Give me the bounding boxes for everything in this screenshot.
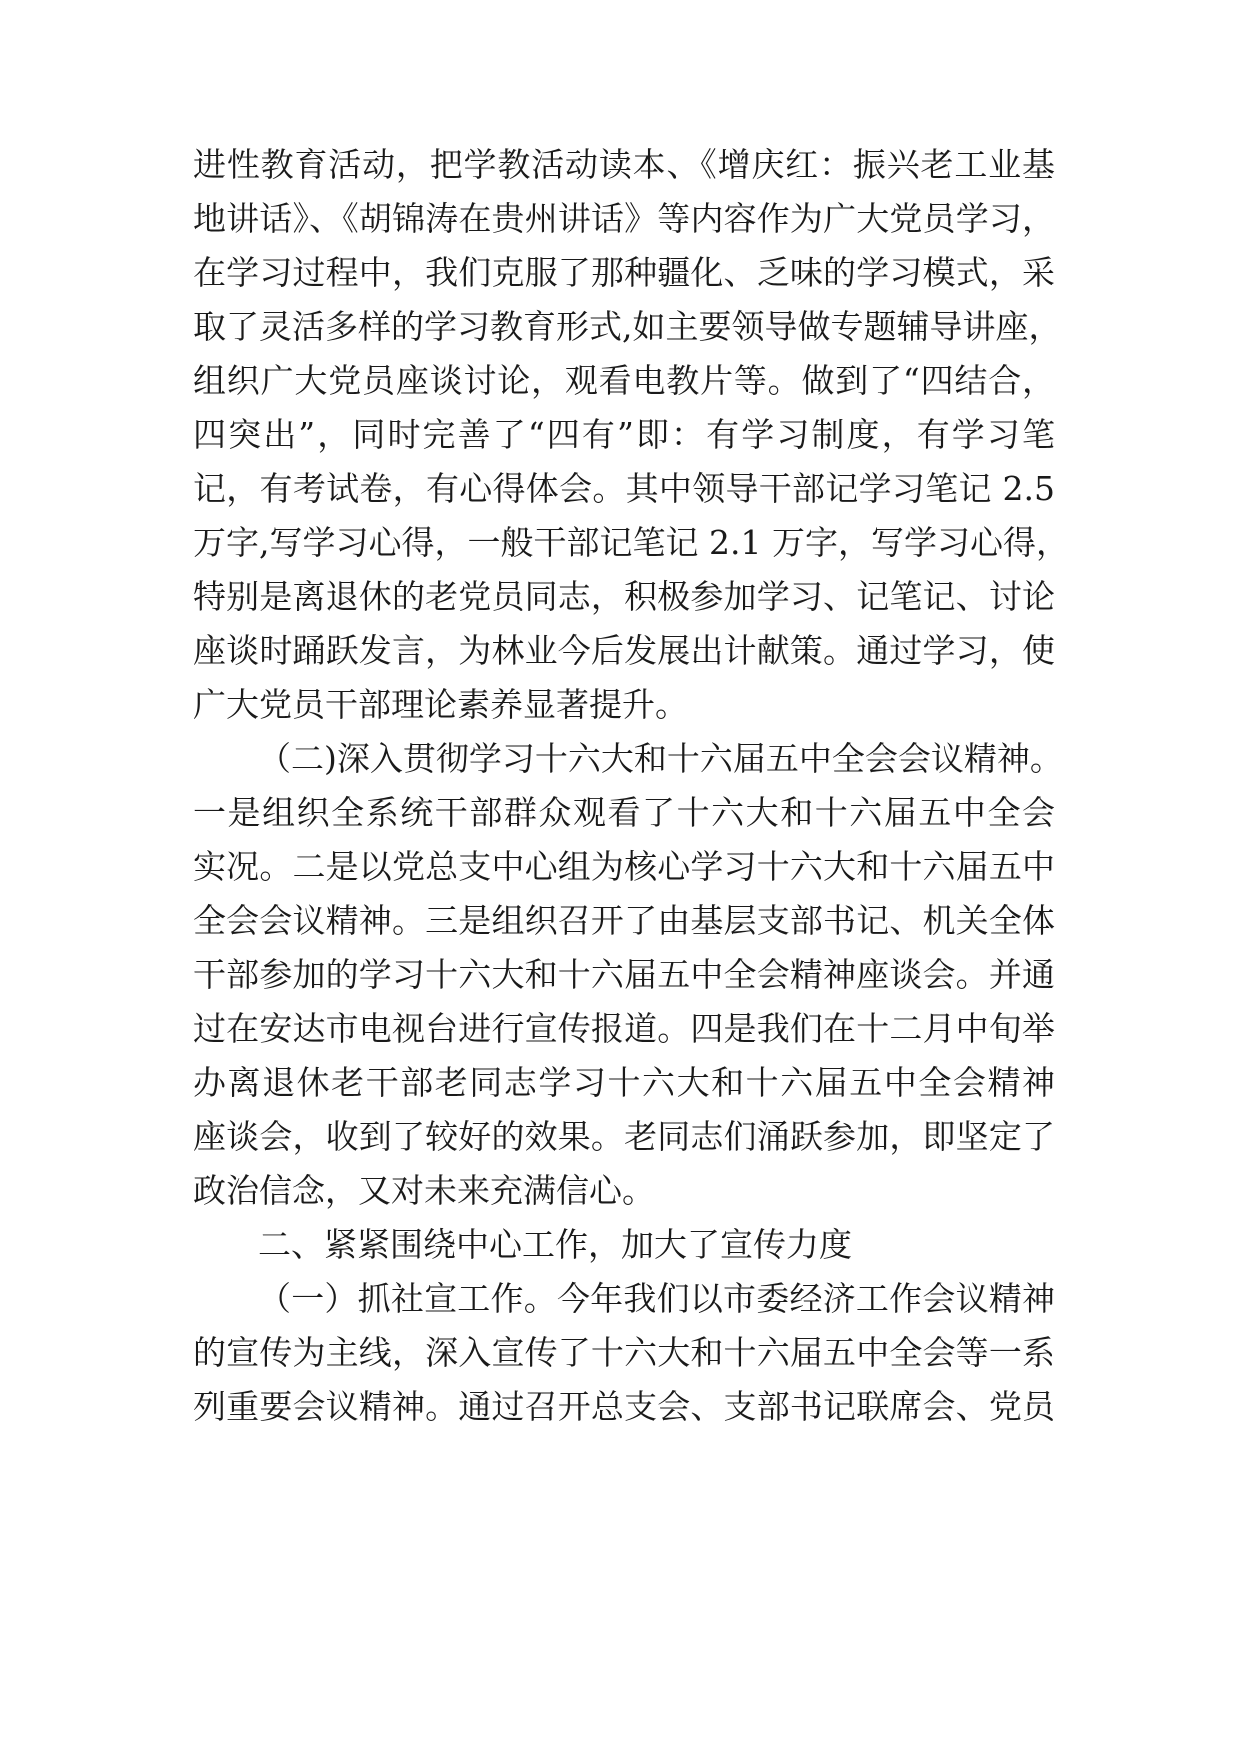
- subsection-heading: （一）抓社宣工作。今年我们以市委经济工作会议精神: [258, 1279, 1055, 1318]
- text-line: 进性教育活动，把学教活动读本、《增庆红：振兴老工业基: [193, 145, 1055, 184]
- section-heading: （二)深入贯彻学习十六大和十六届五中全会会议精神。: [258, 739, 1063, 778]
- text-line: 四突出”，同时完善了“四有”即：有学习制度，有学习笔: [193, 415, 1055, 454]
- text-line: 一是组织全系统干部群众观看了十六大和十六届五中全会: [193, 793, 1055, 832]
- text-line: 列重要会议精神。通过召开总支会、支部书记联席会、党员: [193, 1387, 1055, 1426]
- text-line: 全会会议精神。三是组织召开了由基层支部书记、机关全体: [193, 901, 1055, 940]
- text-line: 实况。二是以党总支中心组为核心学习十六大和十六届五中: [193, 847, 1055, 886]
- text-line: 的宣传为主线，深入宣传了十六大和十六届五中全会等一系: [193, 1333, 1055, 1372]
- text-line: 组织广大党员座谈讨论，观看电教片等。做到了“四结合，: [193, 361, 1055, 400]
- text-line: 广大党员干部理论素养显著提升。: [193, 685, 688, 724]
- text-line: 记，有考试卷，有心得体会。其中领导干部记学习笔记 2.5: [193, 469, 1055, 508]
- text-line: 在学习过程中，我们克服了那种疆化、乏味的学习模式，采: [193, 253, 1055, 292]
- text-line: 座谈时踊跃发言，为林业今后发展出计献策。通过学习，使: [193, 631, 1055, 670]
- section-heading: 二、紧紧围绕中心工作，加大了宣传力度: [258, 1225, 852, 1264]
- text-line: 干部参加的学习十六大和十六届五中全会精神座谈会。并通: [193, 955, 1055, 994]
- text-line: 过在安达市电视台进行宣传报道。四是我们在十二月中旬举: [193, 1009, 1055, 1048]
- text-line: 办离退休老干部老同志学习十六大和十六届五中全会精神: [193, 1063, 1055, 1102]
- text-line: 政治信念，又对未来充满信心。: [193, 1171, 655, 1210]
- text-line: 万字,写学习心得，一般干部记笔记 2.1 万字，写学习心得，: [193, 523, 1069, 562]
- text-line: 取了灵活多样的学习教育形式,如主要领导做专题辅导讲座，: [193, 307, 1062, 346]
- text-line: 特别是离退休的老党员同志，积极参加学习、记笔记、讨论: [193, 577, 1055, 616]
- text-line: 座谈会，收到了较好的效果。老同志们涌跃参加，即坚定了: [193, 1117, 1055, 1156]
- text-line: 地讲话》、《胡锦涛在贵州讲话》等内容作为广大党员学习，: [193, 199, 1055, 238]
